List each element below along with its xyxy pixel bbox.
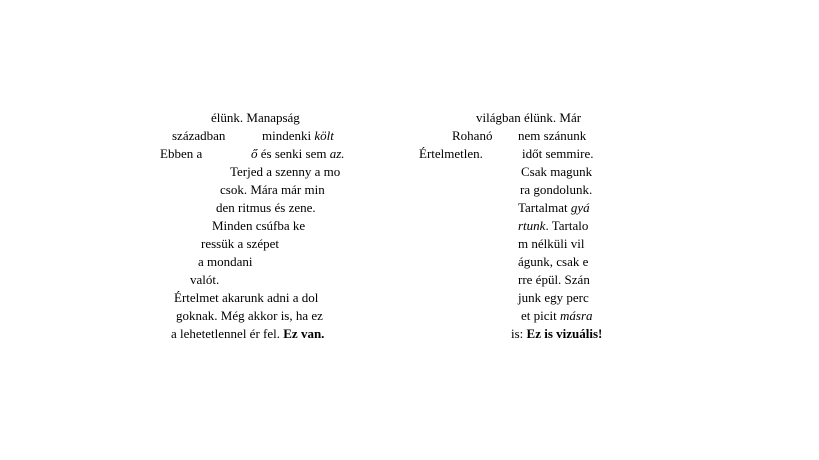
italic-text: ő [251, 146, 258, 161]
text: den ritmus és zene. [216, 200, 316, 215]
poem-line [452, 127, 492, 145]
poem-line [198, 253, 253, 271]
italic-text: rtunk [518, 218, 546, 233]
text: águnk, csak e [518, 254, 589, 269]
text: a mondani [198, 254, 253, 269]
text: időt semmire. [522, 146, 594, 161]
text: junk egy perc [518, 290, 589, 305]
poem-line [419, 145, 483, 163]
text: Ebben a [160, 146, 203, 161]
text: . Tartalo [545, 218, 589, 233]
poem-line [212, 217, 305, 235]
text: Értelmetlen. [419, 146, 483, 161]
poem-line [230, 163, 340, 181]
poem-line [518, 271, 590, 289]
text: goknak. Még akkor is, ha ez [176, 308, 323, 323]
poem-line [174, 289, 318, 307]
poem-line [521, 307, 593, 325]
poem-line [190, 271, 219, 289]
text: mindenki [262, 128, 312, 143]
poem-line [518, 217, 588, 235]
bold-text: Ez is vizuális! [526, 326, 603, 341]
poem-line [201, 235, 279, 253]
text: is: [511, 326, 524, 341]
poem-line [521, 163, 592, 181]
italic-text: az. [329, 146, 345, 161]
text: nem szánunk [518, 128, 587, 143]
text: m nélküli vil [518, 236, 585, 251]
poem-line [171, 325, 324, 343]
poem-line [518, 199, 590, 217]
poem-line [211, 109, 300, 127]
poem-line [518, 253, 588, 271]
poem-line [518, 235, 584, 253]
poem-line [476, 109, 581, 127]
text: ressük a szépet [201, 236, 279, 251]
poem-line [518, 127, 586, 145]
italic-text: költ [314, 128, 334, 143]
poem-line [172, 127, 225, 145]
text: Tartalmat [518, 200, 568, 215]
italic-text: gyá [570, 200, 590, 215]
text: a lehetetlennel ér fel. [171, 326, 280, 341]
poem-line [216, 199, 316, 217]
poem-line [518, 289, 589, 307]
text: csok. Mára már min [220, 182, 325, 197]
poem-line [160, 145, 202, 163]
text: et picit [521, 308, 557, 323]
poem-line [251, 145, 345, 163]
text: Terjed a szenny a mo [230, 164, 341, 179]
poem-line [511, 325, 602, 343]
poem-line [176, 307, 323, 325]
text: valót. [190, 272, 220, 287]
text: világban élünk. Már [476, 110, 582, 125]
text: században [172, 128, 226, 143]
italic-text: másra [560, 308, 593, 323]
poem-line [262, 127, 334, 145]
text: és senki sem [260, 146, 327, 161]
text: rre épül. Szán [518, 272, 590, 287]
poem-line [522, 145, 594, 163]
text: Értelmet akarunk adni a dol [174, 290, 319, 305]
text: Rohanó [452, 128, 493, 143]
text: Minden csúfba ke [212, 218, 306, 233]
text: élünk. Manapság [211, 110, 300, 125]
bold-text: Ez van. [283, 326, 325, 341]
poem-line [520, 181, 592, 199]
poem-line [220, 181, 325, 199]
text: Csak magunk [521, 164, 593, 179]
text: ra gondolunk. [520, 182, 593, 197]
